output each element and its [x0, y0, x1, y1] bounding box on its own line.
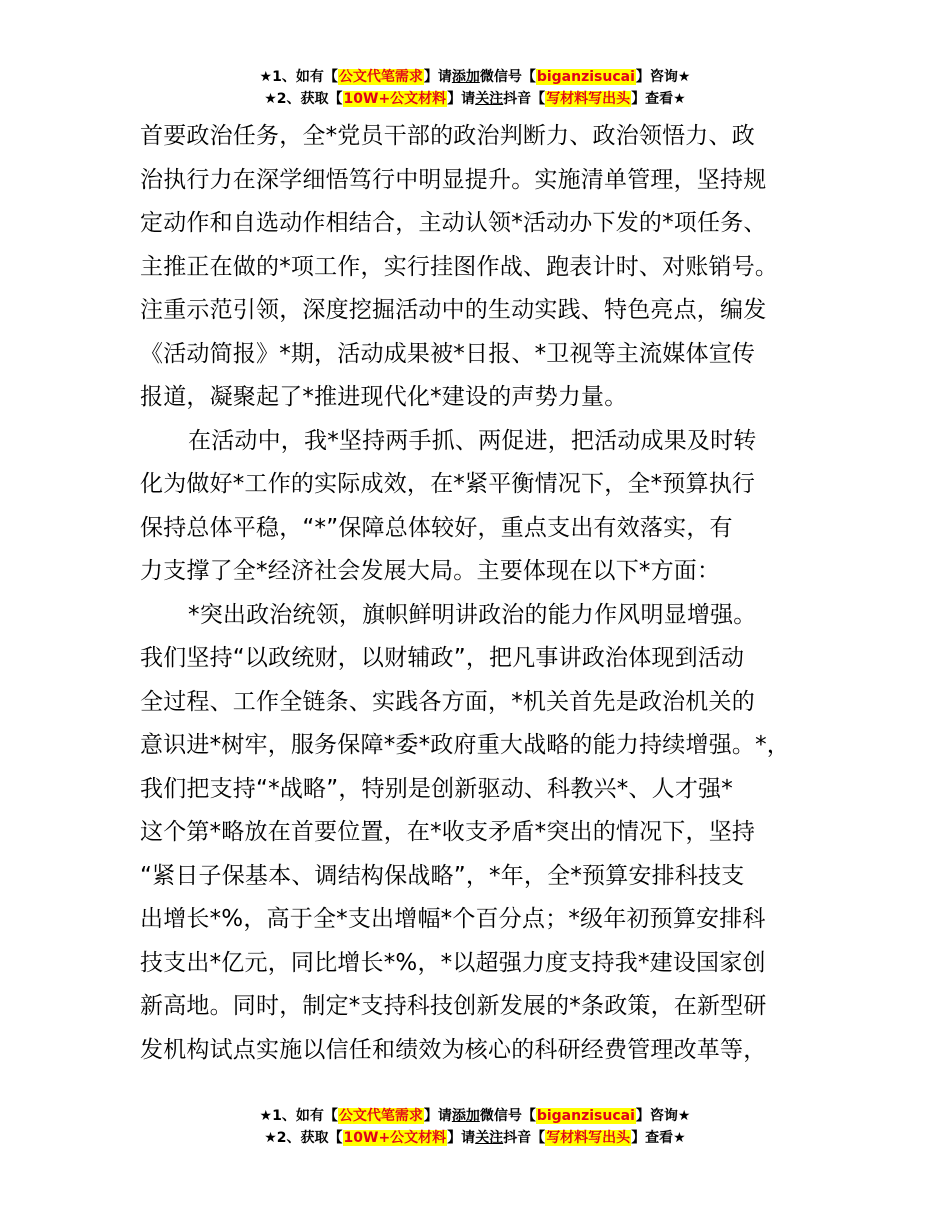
banner-underline: 关注: [475, 1130, 504, 1146]
banner-underline: 关注: [475, 91, 504, 107]
body-line: 首要政治任务，全*党员干部的政治判断力、政治领悟力、政: [140, 123, 755, 149]
banner-text: 抖音【: [503, 1130, 546, 1146]
banner-text: 】查看★: [631, 91, 686, 107]
banner-text: 抖音【: [503, 91, 546, 107]
banner-highlight: 公文代笔需求: [338, 1108, 423, 1124]
body-line: 保持总体平稳，“*”保障总体较好，重点支出有效落实，有: [140, 514, 733, 541]
banner-text: 】查看★: [631, 1130, 686, 1146]
body-line: 技支出*亿元，同比增长*%，*以超强力度支持我*建设国家创: [140, 949, 766, 976]
banner-text: ★2、获取【: [264, 91, 343, 107]
banner-text: ★1、如有【: [259, 1108, 338, 1124]
banner-douyin-id: 写材料写出头: [546, 91, 631, 107]
body-line: 《活动简报》*期，活动成果被*日报、*卫视等主流媒体宣传: [140, 340, 756, 367]
body-line: 化为做好*工作的实际成效，在*紧平衡情况下，全*预算执行: [140, 471, 756, 497]
body-line: 力支撑了全*经济社会发展大局。主要体现在以下*方面：: [140, 558, 721, 584]
body-line: 这个第*略放在首要位置，在*收支矛盾*突出的情况下，坚持: [140, 819, 756, 845]
body-line: 报道，凝聚起了*推进现代化*建设的声势力量。: [140, 384, 628, 410]
body-line: 意识进*树牢，服务保障*委*政府重大战略的能力持续增强。*，: [140, 732, 790, 758]
body-line: 发机构试点实施以信任和绩效为核心的科研经费管理改革等，: [140, 1036, 767, 1063]
banner-text: ★2、获取【: [264, 1130, 343, 1146]
body-line: 新高地。同时，制定*支持科技创新发展的*条政策，在新型研: [140, 993, 767, 1019]
body-line: 我们坚持“以政统财，以财辅政”，把凡事讲政治体现到活动: [140, 645, 745, 671]
banner-underline: 添加: [451, 1108, 480, 1124]
banner-text: 微信号【: [479, 1108, 536, 1124]
banner-text: 】咨询★: [635, 1108, 691, 1124]
body-line: “紧日子保基本、调结构保战略”，*年，全*预算安排科技支: [140, 862, 745, 889]
banner-text: 】咨询★: [635, 69, 691, 85]
body-line: 我们把支持“*战略”，特别是创新驱动、科教兴*、人才强*: [140, 775, 733, 802]
body-line: 在活动中，我*坚持两手抓、两促进，把活动成果及时转: [188, 427, 757, 454]
body-line: *突出政治统领，旗帜鲜明讲政治的能力作风明显增强。: [188, 601, 757, 628]
body-line: 出增长*%，高于全*支出增幅*个百分点；*级年初预算安排科: [140, 906, 766, 932]
banner-line-1: [0, 66, 950, 88]
body-line: 全过程、工作全链条、实践各方面，*机关首先是政治机关的: [140, 688, 755, 715]
body-line: 主推正在做的*项工作，实行挂图作战、跑表计时、对账销号。: [140, 253, 779, 280]
body-line: 治执行力在深学细悟笃行中明显提升。实施清单管理，坚持规: [140, 166, 767, 193]
banner-douyin-id: 写材料写出头: [546, 1130, 631, 1146]
banner-text: 】请: [447, 1130, 476, 1146]
document-body: [140, 115, 820, 1072]
banner-wechat-id: biganzisucai: [536, 1108, 635, 1124]
banner-text: ★1、如有【: [259, 69, 338, 85]
banner-text: 】请: [423, 69, 452, 85]
banner-underline: 添加: [451, 69, 480, 85]
banner-text: 微信号【: [479, 69, 536, 85]
banner-highlight: 10W+公文材料: [343, 1130, 447, 1146]
header-banner: [0, 66, 950, 110]
footer-banner: [0, 1105, 950, 1149]
banner-text: 】请: [423, 1108, 452, 1124]
body-line: 注重示范引领，深度挖掘活动中的生动实践、特色亮点，编发: [140, 297, 767, 323]
banner-line-1: [0, 1105, 950, 1127]
body-line: 定动作和自选动作相结合，主动认领*活动办下发的*项任务、: [140, 210, 767, 236]
banner-line-2: [0, 1127, 950, 1149]
banner-wechat-id: biganzisucai: [536, 69, 635, 85]
banner-highlight: 10W+公文材料: [343, 91, 447, 107]
banner-highlight: 公文代笔需求: [338, 69, 423, 85]
banner-line-2: [0, 88, 950, 110]
banner-text: 】请: [447, 91, 476, 107]
